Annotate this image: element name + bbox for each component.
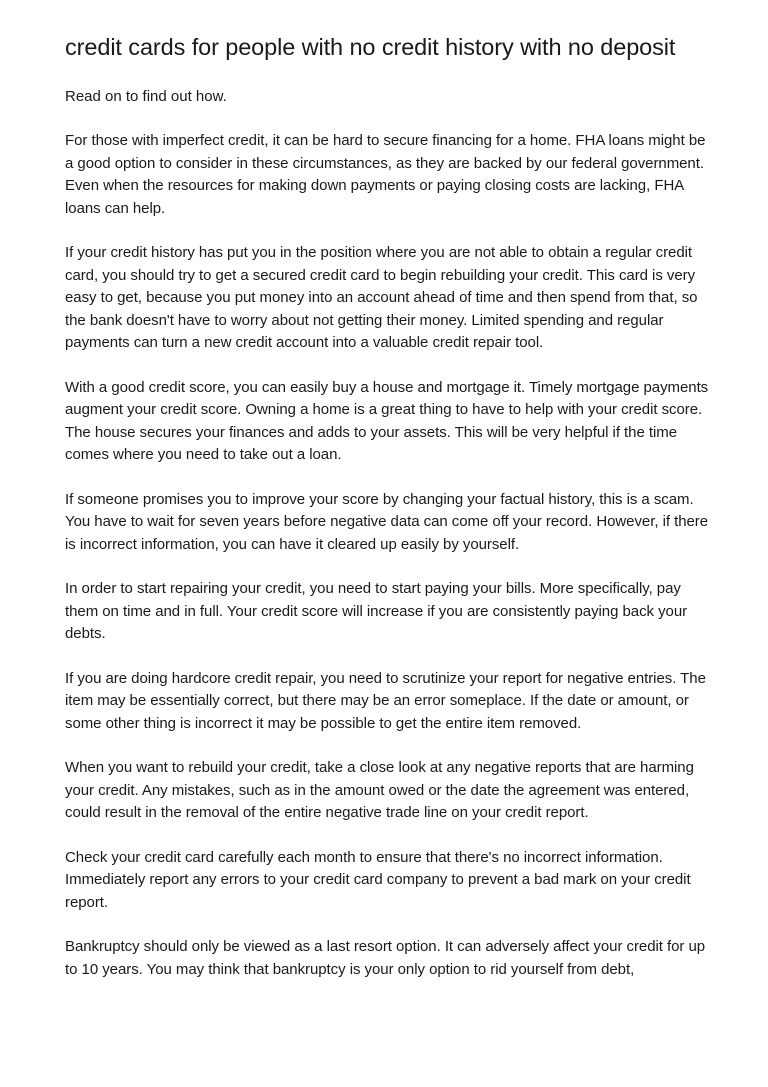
page-title: credit cards for people with no credit history with no deposit: [65, 34, 676, 60]
paragraph-monthly-check: Check your credit card carefully each month to ensure that there's no incorrect information. Immediately report any errors to your credit card company to prevent a bad mark on your credit report.: [65, 848, 691, 911]
document-page: [65, 32, 710, 981]
intro-paragraph: Read on to find out how.: [65, 88, 227, 105]
paragraph-fha-loans: For those with imperfect credit, it can be hard to secure financing for a home. FHA loans might be a good option to consider in these circumstances, as they are backed by our federal government. Even when the resources for making down payments or paying closing costs are lacking, FHA loans can help.: [65, 132, 706, 217]
paragraph-bankruptcy: Bankruptcy should only be viewed as a last resort option. It can adversely affect your credit for up to 10 years. You may think that bankruptcy is your only option to rid yourself from debt,: [65, 938, 706, 978]
paragraph-secured-card: If your credit history has put you in the position where you are not able to obtain a regular credit card, you should try to get a secured credit card to begin rebuilding your credit. This card is very easy to get, because you put money into an account ahead of time and then spend from that, so the bank doesn't have to worry about not getting their money. Limited spending and regular payments can turn a new credit account into a valuable credit repair tool.: [65, 244, 698, 351]
paragraph-paying-bills: In order to start repairing your credit, you need to start paying your bills. More specifically, pay them on time and in full. Your credit score will increase if you are consistently paying back your debts.: [65, 580, 688, 642]
paragraph-mortgage: With a good credit score, you can easily buy a house and mortgage it. Timely mortgage payments augment your credit score. Owning a home is a great thing to have to help with your credit score. The house secures your finances and adds to your assets. This will be very helpful if the time comes where you need to take out a loan.: [65, 378, 709, 463]
paragraph-scam-warning: If someone promises you to improve your score by changing your factual history, this is a scam. You have to wait for seven years before negative data can come off your record. However, if there is incorrect information, you can have it cleared up easily by yourself.: [65, 490, 709, 553]
paragraph-hardcore-repair: If you are doing hardcore credit repair, you need to scrutinize your report for negative entries. The item may be essentially correct, but there may be an error someplace. If the date or amount, or some other thing is incorrect it may be possible to get the entire item removed.: [65, 669, 706, 732]
paragraph-negative-reports: When you want to rebuild your credit, take a close look at any negative reports that are harming your credit. Any mistakes, such as in the amount owed or the date the agreement was entered, could result in the removal of the entire negative trade line on your credit report.: [65, 759, 694, 821]
